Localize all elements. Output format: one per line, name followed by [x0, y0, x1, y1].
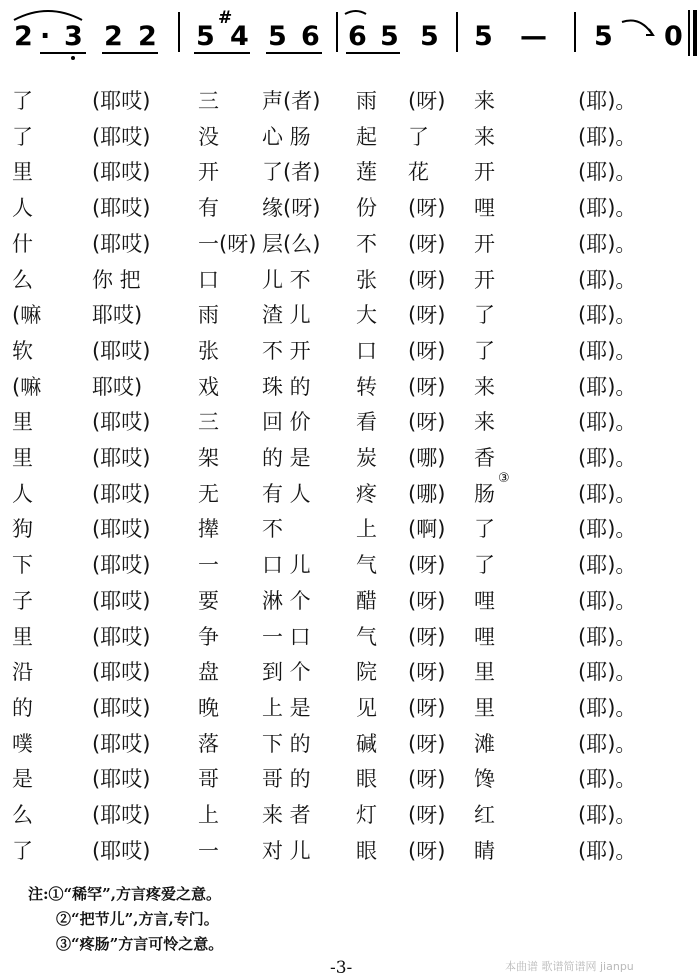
lyric-cell: 起 [356, 124, 377, 149]
lyric-row [0, 86, 700, 122]
lyric-cell: (耶哎) [92, 553, 151, 578]
lyric-cell: 下 [12, 553, 33, 578]
lyric-cell: 你 把 [92, 267, 141, 292]
lyric-cell: 哥 的 [262, 767, 311, 792]
extension-dash: — [520, 21, 547, 52]
lyric-cell: (耶哎) [92, 695, 151, 720]
lyric-cell: 层(么) [262, 231, 321, 256]
lyric-cell: (耶)。 [578, 695, 637, 720]
lyric-row [0, 836, 700, 872]
lyric-cell: 上 [356, 517, 377, 542]
lyric-cell: 睛 [474, 838, 495, 863]
lyric-cell: 份 [356, 196, 377, 221]
lyric-cell: 香 [474, 446, 495, 470]
lyric-cell: (耶)。 [578, 446, 637, 470]
lyric-cell: 珠 的 [262, 374, 311, 399]
lyric-cell: 了(者) [262, 160, 321, 185]
lyric-row [0, 372, 700, 408]
lyric-cell: (耶)。 [578, 160, 637, 185]
lyric-cell: (耶哎) [92, 588, 151, 613]
lyric-cell: 回 价 [262, 410, 311, 435]
lyric-cell: 开 [474, 267, 495, 292]
lyric-cell: 无 [198, 481, 219, 506]
lyric-cell: (耶哎) [92, 124, 151, 149]
lyric-cell: (嘛 [12, 303, 42, 328]
lyric-cell: (哪) [408, 481, 446, 506]
lyric-cell: 了 [474, 303, 495, 328]
bar-line [178, 12, 180, 52]
notation-header [0, 0, 700, 70]
lyric-cell: 了 [12, 838, 33, 863]
lyric-row [0, 336, 700, 372]
lyric-cell: 人 [12, 196, 33, 221]
lyric-cell: 了 [12, 89, 33, 113]
lyric-cell: 哩 [474, 624, 495, 649]
lyric-cell: 了 [474, 553, 495, 578]
beat-underline [40, 52, 86, 54]
lyric-cell: 盘 [198, 660, 219, 685]
lyric-cell: 的 [12, 695, 33, 720]
note: 5 [380, 21, 399, 52]
lyric-cell: (耶哎) [92, 517, 151, 542]
lyric-cell: (耶哎) [92, 481, 151, 506]
lyric-cell: (呀) [408, 374, 446, 399]
note: 5 [420, 21, 439, 52]
lyric-cell: 儿 不 [262, 267, 311, 292]
lyric-cell: (耶哎) [92, 660, 151, 685]
lyric-cell: (耶哎) [92, 160, 151, 185]
note: 5 [196, 21, 215, 52]
lyric-cell: (呀) [408, 231, 446, 256]
lyric-cell: 渣 儿 [262, 303, 311, 328]
lyric-cell: 里 [12, 446, 33, 470]
lyric-cell: 噗 [12, 731, 33, 756]
lyric-row [0, 693, 700, 729]
lyric-row [0, 729, 700, 765]
lyric-cell: 肠 [474, 481, 495, 506]
lyric-cell: (呀) [408, 196, 446, 221]
note: 2 [104, 21, 123, 52]
note: 2 [14, 21, 33, 52]
lyric-cell: (耶)。 [578, 124, 637, 149]
lyric-row [0, 586, 700, 622]
lyric-cell: (耶)。 [578, 338, 637, 363]
lyric-cell: 了 [12, 124, 33, 149]
lyric-cell: 心 肠 [262, 124, 311, 149]
lyric-cell: 上 是 [262, 695, 311, 720]
lyric-cell: 里 [12, 410, 33, 435]
lyric-cell: 了 [408, 124, 429, 149]
lyric-cell: 里 [474, 660, 495, 685]
lyric-cell: 开 [474, 160, 495, 185]
lyric-cell: 一 口 [262, 624, 311, 649]
lyric-cell: 口 [356, 338, 377, 363]
footnote-marker: ③ [498, 470, 510, 486]
lyric-cell: (呀) [408, 660, 446, 685]
lyric-cell: 院 [356, 660, 377, 685]
lyric-cell: (耶)。 [578, 624, 637, 649]
lyric-cell: (呀) [408, 588, 446, 613]
lyric-cell: 子 [12, 588, 33, 613]
lyric-row [0, 800, 700, 836]
lyric-cell: 里 [12, 624, 33, 649]
lyric-row [0, 764, 700, 800]
lyric-cell: (耶哎) [92, 231, 151, 256]
lyric-cell: (耶哎) [92, 767, 151, 792]
dot-note: · [40, 21, 51, 52]
bar-line [456, 12, 458, 52]
lyric-cell: 一(呀) [198, 231, 257, 256]
lyric-cell: 见 [356, 695, 377, 720]
note: 5 [594, 21, 613, 52]
lyric-cell: 么 [12, 267, 33, 292]
lyric-cell: 是 [12, 767, 33, 792]
end-bar-thin [688, 10, 690, 56]
lyric-cell: 看 [356, 410, 377, 435]
lyric-cell: (耶哎) [92, 803, 151, 827]
lyric-cell: (啊) [408, 517, 446, 542]
lyric-cell: 了 [474, 517, 495, 542]
lyric-cell: (耶哎) [92, 624, 151, 649]
lyric-cell: 开 [474, 231, 495, 256]
lyric-cell: 声(者) [262, 89, 321, 113]
end-bar-thick [693, 10, 697, 56]
lyric-cell: 眼 [356, 767, 377, 792]
lyric-cell: 灯 [356, 803, 377, 827]
note: 6 [348, 21, 367, 52]
lyric-row [0, 550, 700, 586]
lyric-cell: 撵 [198, 517, 219, 542]
lyric-row [0, 122, 700, 158]
lyric-cell: 了 [474, 338, 495, 363]
lyric-cell: (呀) [408, 624, 446, 649]
footnote-1: 注:①“稀罕”,方言疼爱之意。 [28, 885, 222, 903]
lyric-cell: 有 [198, 196, 219, 221]
lyric-cell: 来 [474, 89, 495, 113]
note: 5 [268, 21, 287, 52]
lyric-cell: 三 [198, 410, 219, 435]
lyric-cell: 的 是 [262, 446, 311, 470]
lyric-row [0, 657, 700, 693]
lyric-cell: (嘛 [12, 374, 42, 399]
lyric-cell: 哩 [474, 588, 495, 613]
lyric-cell: (耶)。 [578, 588, 637, 613]
lyric-cell: 上 [198, 803, 219, 827]
lyric-cell: 人 [12, 481, 33, 506]
lyric-row [0, 407, 700, 443]
lyric-cell: 缘(呀) [262, 196, 321, 221]
lyric-cell: 来 [474, 374, 495, 399]
lyric-cell: 要 [198, 588, 219, 613]
lyric-cell: 争 [198, 624, 219, 649]
lyric-cell: (哪) [408, 446, 446, 470]
lyric-cell: 炭 [356, 446, 377, 470]
lyric-cell: 狗 [12, 517, 33, 542]
lyric-cell: 眼 [356, 838, 377, 863]
lyric-cell: (耶)。 [578, 303, 637, 328]
note: 6 [301, 21, 320, 52]
lyric-cell: 沿 [12, 660, 33, 685]
page-number: -3- [330, 958, 353, 978]
lyric-cell: 醋 [356, 588, 377, 613]
lyric-cell: 架 [198, 446, 219, 470]
lyric-cell: (耶)。 [578, 231, 637, 256]
lyric-row [0, 193, 700, 229]
lyric-cell: (耶)。 [578, 553, 637, 578]
lyric-cell: (耶)。 [578, 731, 637, 756]
lyric-cell: (呀) [408, 267, 446, 292]
bar-line [574, 12, 576, 52]
lyric-cell: 三 [198, 89, 219, 113]
lyric-cell: (耶)。 [578, 481, 637, 506]
lyric-row [0, 622, 700, 658]
beat-underline [266, 52, 322, 54]
lyric-row [0, 514, 700, 550]
lyric-cell: (呀) [408, 838, 446, 863]
lyric-cell: 淋 个 [262, 588, 311, 613]
lyric-row [0, 443, 700, 479]
lyric-cell: (耶)。 [578, 767, 637, 792]
lyric-cell: (耶)。 [578, 838, 637, 863]
lyric-cell: 开 [198, 160, 219, 185]
lyric-row [0, 470, 700, 515]
watermark: 本曲谱 歌谱简谱网 jianpu [505, 960, 634, 973]
note: 2 [138, 21, 157, 52]
lyric-cell: 不 开 [262, 338, 311, 363]
lyric-cell: (呀) [408, 410, 446, 435]
lyric-cell: (耶)。 [578, 660, 637, 685]
lyric-cell: 来 [474, 410, 495, 435]
lyric-cell: 雨 [356, 89, 377, 113]
lyric-cell: 张 [356, 267, 377, 292]
lyric-cell: 大 [356, 303, 377, 328]
lyric-cell: (耶哎) [92, 446, 151, 470]
lyric-cell: (耶)。 [578, 803, 637, 827]
lyric-cell: 张 [198, 338, 219, 363]
lyric-cell: (耶哎) [92, 731, 151, 756]
footnote-2: ②“把节儿”,方言,专门。 [56, 910, 219, 928]
lyric-cell: 口 [198, 267, 219, 292]
lyric-cell: 到 个 [262, 660, 311, 685]
lyric-cell: 一 [198, 838, 219, 863]
lyric-cell: 么 [12, 803, 33, 827]
lyric-cell: 戏 [198, 374, 219, 399]
lyric-row [0, 300, 700, 336]
footnotes [28, 882, 223, 957]
lyric-cell: 晚 [198, 695, 219, 720]
lyric-cell: 不 [356, 231, 377, 256]
lower-dot [71, 56, 75, 60]
lyric-row [0, 265, 700, 301]
lyric-cell: 馋 [474, 767, 495, 792]
lyric-cell: 碱 [356, 731, 377, 756]
lyric-cell: (呀) [408, 767, 446, 792]
lyric-cell: (耶哎) [92, 196, 151, 221]
lyric-cell: 软 [12, 338, 33, 363]
lyric-cell: (呀) [408, 338, 446, 363]
lyric-cell: 哩 [474, 196, 495, 221]
lyric-cell: 气 [356, 553, 377, 578]
lyric-cell: (耶)。 [578, 410, 637, 435]
rest-note: 0 [664, 21, 683, 52]
lyric-cell: 哥 [198, 767, 219, 792]
lyric-cell: (耶哎) [92, 338, 151, 363]
lyric-cell: 什 [12, 231, 33, 256]
lyric-cell: 耶哎) [92, 303, 143, 328]
beat-underline [102, 52, 158, 54]
lyric-cell: (耶)。 [578, 374, 637, 399]
lyric-cell: 里 [12, 160, 33, 185]
lyric-cell: 落 [198, 731, 219, 756]
bar-line [336, 12, 338, 52]
lyric-cell: (呀) [408, 553, 446, 578]
sharp-accidental: # [218, 8, 233, 28]
note: 5 [474, 21, 493, 52]
lyric-cell: 滩 [474, 731, 495, 756]
lyric-cell: 来 [474, 124, 495, 149]
note: 4 [230, 21, 249, 52]
lyric-cell: 花 [408, 160, 429, 185]
lyric-cell: 下 的 [262, 731, 311, 756]
lyric-cell: (呀) [408, 803, 446, 827]
lyric-cell: 转 [356, 374, 377, 399]
lyric-cell: (耶)。 [578, 517, 637, 542]
lyric-cell: 不 [262, 517, 283, 542]
lyric-cell: 一 [198, 553, 219, 578]
lyric-cell: (耶哎) [92, 838, 151, 863]
lyric-cell: 雨 [198, 303, 219, 328]
lyric-cell: (耶哎) [92, 89, 151, 113]
lyric-row [0, 157, 700, 193]
lyric-cell: 疼 [356, 481, 377, 506]
lyric-cell: (呀) [408, 303, 446, 328]
lyric-cell: (呀) [408, 89, 446, 113]
note: 3 [64, 21, 83, 52]
lyric-cell: 对 儿 [262, 838, 311, 863]
lyric-cell: (耶哎) [92, 410, 151, 435]
lyric-cell: 红 [474, 803, 495, 827]
lyric-cell: 莲 [356, 160, 377, 185]
lyric-cell: 里 [474, 695, 495, 720]
lyric-cell: 耶哎) [92, 374, 143, 399]
lyric-cell: (耶)。 [578, 89, 637, 113]
lyric-cell: (呀) [408, 695, 446, 720]
lyric-cell: 来 者 [262, 803, 311, 827]
footnote-3: ③“疼肠”方言可怜之意。 [56, 935, 224, 953]
lyric-cell: 口 儿 [262, 553, 311, 578]
lyric-row [0, 229, 700, 265]
lyric-cell: 气 [356, 624, 377, 649]
lyric-cell: (耶)。 [578, 267, 637, 292]
lyric-cell: 没 [198, 124, 219, 149]
lyric-cell: (呀) [408, 731, 446, 756]
lyric-cell: (耶)。 [578, 196, 637, 221]
beat-underline [194, 52, 250, 54]
lyric-cell: 有 人 [262, 481, 311, 506]
beat-underline [346, 52, 400, 54]
